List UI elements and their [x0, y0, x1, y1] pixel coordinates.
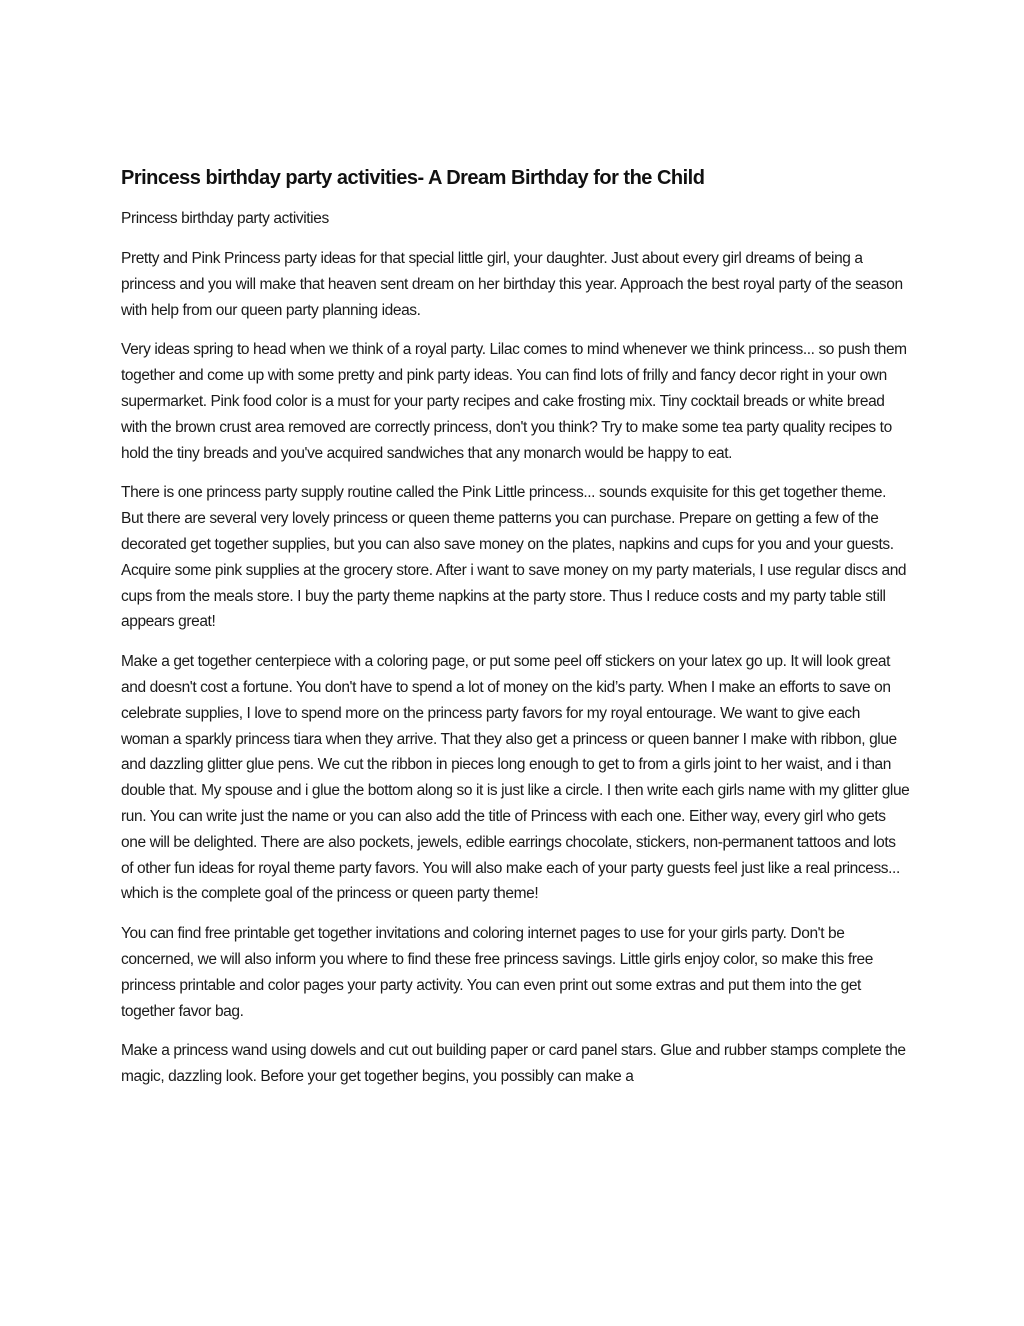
paragraph-5: You can find free printable get together invitations and coloring internet pages to use for your girls party. Don't be concerned, we will also inform you where to find these free princess savings. Little girls enjoy color, so make this free princess printable and color pages your party activity. You can even print out some extras and put them into the get together favor bag.: [121, 925, 873, 1020]
paragraph-4: Make a get together centerpiece with a coloring page, or put some peel off stickers on your latex go up. It will look great and doesn't cost a fortune. You don't have to spend a lot of money on the kid’s party. When I make an efforts to save on celebrate supplies, I love to spend more on the princess party favors for my royal entourage. We want to give each woman a sparkly princess tiara when they arrive. That they also get a princess or queen banner I make with ribbon, glue and dazzling glitter glue pens. We cut the ribbon in pieces long enough to get to from a girls joint to her waist, and i than double that. My spouse and i glue the bottom along so it is just like a circle. I then write each girls name with my glitter glue run. You can write just the name or you can also add the title of Princess with each one. Either way, every girl who gets one will be delighted. There are also pockets, jewels, edible earrings chocolate, stickers, non-permanent tattoos and lots of other fun ideas for royal theme party favors. You will also make each of your party guests feel just like a real princess... which is the complete goal of the princess or queen party theme!: [121, 653, 910, 903]
document-title: Princess birthday party activities- A Dream Birthday for the Child: [121, 167, 705, 189]
paragraph-3: There is one princess party supply routine called the Pink Little princess... sounds exquisite for this get together theme. But there are several very lovely princess or queen theme patterns you can purchase. Prepare on getting a few of the decorated get together supplies, but you can also save money on the plates, napkins and cups for you and your guests. Acquire some pink supplies at the grocery store. After i want to save money on my party materials, I use regular discs and cups from the meals store. I buy the party theme napkins at the party store. Thus I reduce costs and my party table still appears great!: [121, 484, 907, 631]
paragraph-1: Pretty and Pink Princess party ideas for that special little girl, your daughter. Just about every girl dreams of being a princess and you will make that heaven sent dream on her birthday this year. Approach the best royal party of the season with help from our queen party planning ideas.: [121, 250, 903, 319]
document-subtitle: Princess birthday party activities: [121, 210, 329, 227]
paragraph-2: Very ideas spring to head when we think of a royal party. Lilac comes to mind whenever we think princess... so push them together and come up with some pretty and pink party ideas. You can find lots of frilly and fancy decor right in your own supermarket. Pink food color is a must for your party recipes and cake frosting mix. Tiny cocktail breads or white bread with the brown crust area removed are correctly princess, don't you think? Try to make some tea party quality recipes to hold the tiny breads and you've acquired sandwiches that any monarch would be happy to eat.: [121, 341, 907, 462]
paragraph-6: Make a princess wand using dowels and cut out building paper or card panel stars. Glue and rubber stamps complete the magic, dazzling look. Before your get together begins, you possibly can make a: [121, 1042, 906, 1086]
document-body: [121, 164, 911, 1104]
